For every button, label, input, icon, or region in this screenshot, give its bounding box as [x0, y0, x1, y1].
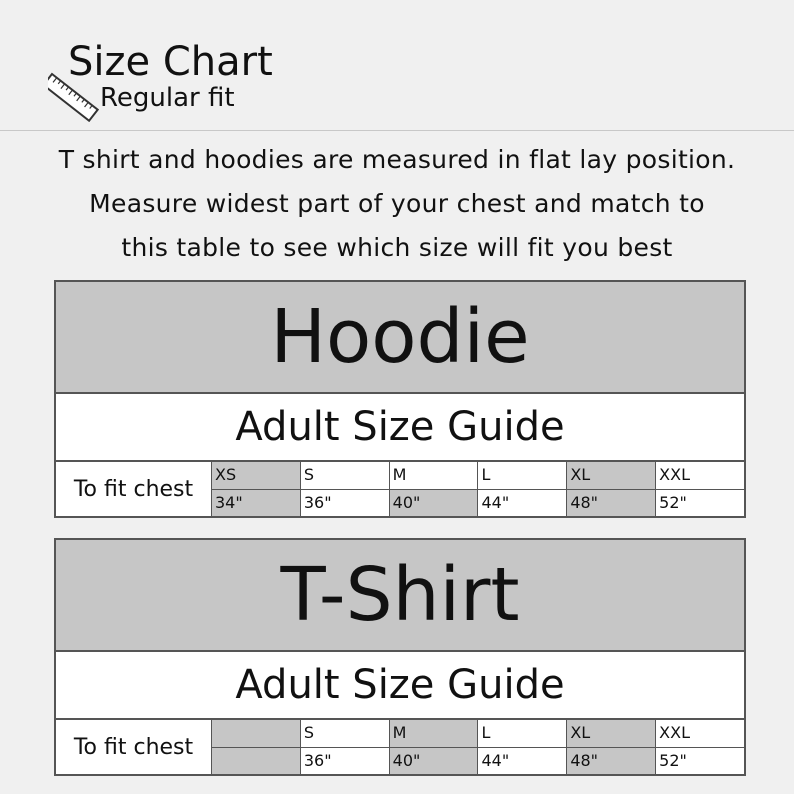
size-column [212, 720, 301, 774]
intro-text [0, 138, 794, 270]
size-column [390, 720, 479, 774]
size-column [301, 462, 390, 516]
size-column [390, 462, 479, 516]
size-label [212, 720, 300, 748]
size-label: M [390, 720, 478, 748]
size-label: L [478, 462, 566, 490]
size-label: XL [567, 720, 655, 748]
intro-line: this table to see which size will fit you best [121, 233, 673, 262]
chest-value: 40" [390, 490, 478, 517]
chest-value: 48" [567, 490, 655, 517]
size-column [478, 462, 567, 516]
chest-value: 34" [212, 490, 300, 517]
chest-value: 48" [567, 748, 655, 775]
size-column [478, 720, 567, 774]
product-title-tshirt: T-Shirt [54, 538, 746, 652]
divider [0, 130, 794, 131]
size-label: XS [212, 462, 300, 490]
chest-value: 52" [659, 750, 687, 770]
size-label: S [301, 720, 389, 748]
size-column [567, 462, 656, 516]
size-label: M [390, 462, 478, 490]
size-label: XL [567, 462, 655, 490]
chest-value: 36" [303, 492, 332, 512]
chest-value: 40" [390, 748, 478, 775]
size-label: XXL [656, 720, 744, 748]
product-title-hoodie: Hoodie [54, 280, 746, 394]
intro-line: T shirt and hoodies are measured in flat lay position. [58, 145, 736, 174]
size-row [54, 720, 746, 776]
size-columns [212, 720, 744, 774]
intro-line: Measure widest part of your chest and match to [89, 189, 705, 218]
size-label: L [478, 720, 566, 748]
header [0, 0, 794, 130]
chest-value: 36" [303, 750, 332, 770]
chest-value: 44" [481, 492, 510, 512]
row-label: To fit chest [56, 462, 212, 516]
size-label: S [301, 462, 389, 490]
size-column [656, 720, 744, 774]
chest-value: 44" [481, 750, 510, 770]
page-title: Size Chart [68, 39, 273, 85]
guide-title: Adult Size Guide [54, 652, 746, 720]
size-row [54, 462, 746, 518]
tshirt-size-table [54, 538, 746, 776]
size-label: XXL [656, 462, 744, 490]
size-column [212, 462, 301, 516]
page-subtitle: Regular fit [100, 83, 235, 113]
size-column [567, 720, 656, 774]
size-column [656, 462, 744, 516]
hoodie-size-table [54, 280, 746, 518]
size-columns [212, 462, 744, 516]
row-label: To fit chest [56, 720, 212, 774]
chest-value [212, 748, 300, 775]
chest-value: 52" [659, 492, 687, 512]
size-column [301, 720, 390, 774]
guide-title: Adult Size Guide [54, 394, 746, 462]
